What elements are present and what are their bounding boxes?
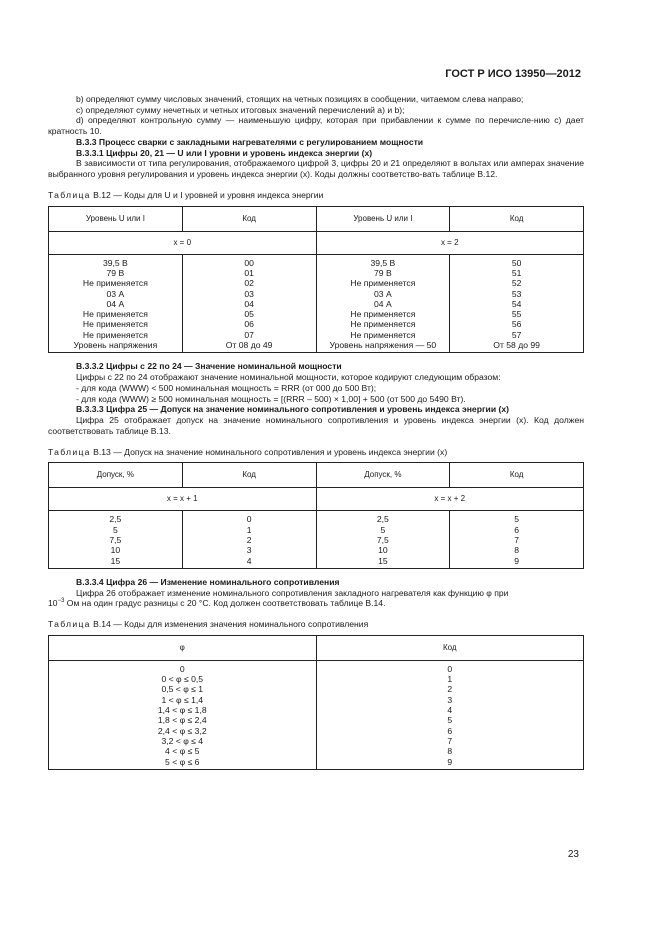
table-cell-value: 50 [511,257,522,268]
table-header-cell: Код [450,206,584,231]
table-cell-value: 3,2 < φ ≤ 4 [161,735,204,746]
table-cell-value: 7 [514,534,520,545]
table-cell-value: 3 [246,545,252,556]
table-cell-value: 56 [511,319,522,330]
x-level-left: x = x + 1 [49,488,317,511]
paragraph-b333: Цифра 25 отображает допуск на значение номинального сопротивления и уровень индекса энергии (x). Код должен соответствовать таблице В.13. [48,415,584,436]
table-cell-value: Не применяется [82,319,148,330]
caption-text: В.13 — Допуск на значение номинального сопротивления и уровень индекса энергии (x) [90,446,448,457]
table-cell-value: 6 [447,725,453,736]
table-header-cell: Код [182,463,316,488]
table-cell-value: Не применяется [350,319,416,330]
caption-text: В.14 — Коды для изменения значения номинального сопротивления [90,619,369,630]
paragraph-b334-b [48,598,584,609]
table-cell-value: 6 [514,524,520,535]
paragraph-b334-a: Цифра 26 отображает изменение номинального сопротивления закладного нагревателя как функцию φ при [76,587,509,598]
table-cell-value: 04 А [106,298,125,309]
table-cell-value: 0,5 < φ ≤ 1 [161,684,204,695]
table-cell-value: Уровень напряжения — 50 [329,340,437,351]
heading-b334: В.3.3.4 Цифра 26 — Изменение номинального сопротивления [76,576,340,587]
table-cell-value: 07 [244,329,254,340]
table-cell-value: 39,5 В [102,257,128,268]
table-column [450,254,584,353]
table-cell-value: 0 [246,514,252,525]
x-level-right: x = 2 [316,231,584,254]
table-b12 [48,206,584,354]
table-column [182,254,316,353]
table-cell-value: 7,5 [376,534,389,545]
table-column [49,511,183,569]
table-cell-value: 2 [447,684,453,695]
table-cell-value: 0 [179,663,185,674]
heading-b331: В.3.3.1 Цифры 20, 21 — U или I уровни и уровень индекса энергии (x) [76,147,373,158]
x-level-left: x = 0 [49,231,317,254]
table-cell-value: 2,4 < φ ≤ 3,2 [157,725,207,736]
heading-b332: В.3.3.2 Цифры с 22 по 24 — Значение номинальной мощности [76,361,342,372]
table-b13 [48,462,584,569]
table-header-cell: Допуск, % [316,463,450,488]
page-number: 23 [567,849,579,860]
paragraph-d: d) определяют контрольную сумму — наименьшую цифру, которая при прибавлении к сумме по перечисле-нию c) дает кратность 10. [48,115,584,137]
table14-caption [48,619,584,630]
table-column [316,511,450,569]
table-cell-value: 9 [514,555,520,566]
table-cell-value: 5 [112,524,118,535]
table-cell-value: 79 В [106,267,125,278]
caption-text: В.12 — Коды для U и I уровней и уровня индекса энергии [90,189,324,200]
power-exponent: −3 [57,598,65,605]
power-base: 10 [48,598,58,609]
table-header-cell: Допуск, % [49,463,183,488]
heading-b333: В.3.3.3 Цифра 25 — Допуск на значение номинального сопротивления и уровень индекса энергии (x) [76,404,509,415]
caption-prefix: Таблица [48,189,91,200]
table-cell-value: 04 [244,298,254,309]
table-column [316,254,450,353]
table-cell-value: 1 < φ ≤ 1,4 [161,694,204,705]
paragraph-c: c) определяют сумму нечетных и четных итоговых значений перечислений a) и b); [76,104,405,115]
table-cell-value: 01 [244,267,254,278]
table-cell-value: 05 [244,309,254,320]
table-cell-value: 5 [514,514,520,525]
table-cell-value: 39,5 В [370,257,396,268]
table-cell-value: 03 [244,288,254,299]
table-cell-value: 5 < φ ≤ 6 [165,756,200,767]
table-cell-value: 54 [511,298,522,309]
table-cell-value: 1,4 < φ ≤ 1,8 [157,705,207,716]
table-cell-value: 04 А [374,298,392,309]
table-column [316,660,584,769]
page-content [48,94,584,770]
table-cell-value: 1 [246,524,252,535]
table-cell-value: 57 [511,329,522,340]
table-cell-value: Не применяется [350,278,416,289]
paragraph-b332-1: Цифры с 22 по 24 отображают значение номинальной мощности, которое кодируют следующим образом: [76,372,501,383]
caption-prefix: Таблица [48,619,91,630]
table12-caption [48,190,584,201]
table-cell-value: 5 [447,715,453,726]
table-cell-value: 51 [511,267,522,278]
table-cell-value: 2 [246,534,252,545]
x-level-right: x = x + 2 [316,488,584,511]
table-b14 [48,635,584,770]
paragraph-b331: В зависимости от типа регулирования, отображаемого цифрой 3, цифры 20 и 21 определяют в вольтах или амперах значение выбранного уровня регулирования и уровень индекса энергии (x). Коды должны соответство-вать таблице В.12. [48,158,584,180]
paragraph-tail: Ом на один градус разницы с 20 °С. Код должен соответствовать таблице В.14. [64,598,386,609]
table-cell-value: 0 [447,663,453,674]
table-column [182,511,316,569]
table-cell-value: 4 [246,555,252,566]
table-cell-value: 00 [244,257,254,268]
paragraph-b332-2: - для кода (WWW) < 500 номинальная мощность = RRR (от 000 до 500 Вт); [76,382,377,393]
table-cell-value: 15 [110,555,121,566]
table-header-cell: Уровень U или I [49,206,183,231]
table-header-cell: Код [450,463,584,488]
table-cell-value: 1,8 < φ ≤ 2,4 [157,715,207,726]
table-cell-value: 2,5 [109,514,122,525]
table13-caption [48,447,584,458]
table-cell-value: 55 [511,309,522,320]
table-cell-value: 1 [447,674,453,685]
table-cell-value: Не применяется [82,329,148,340]
table-cell-value: 10 [110,545,121,556]
table-column [49,660,317,769]
paragraph-b: b) определяют сумму числовых значений, стоящих на четных позициях в сообщении, читаемом слева направо; [76,94,524,104]
table-cell-value: Не применяется [350,329,416,340]
table-header-cell: Уровень U или I [316,206,450,231]
table-cell-value: 79 В [374,267,392,278]
caption-prefix: Таблица [48,446,91,457]
page-header-title: ГОСТ Р ИСО 13950—2012 [445,68,581,80]
table-column [49,254,183,353]
table-cell-value: 4 [447,705,453,716]
table-cell-value: Не применяется [82,278,148,289]
table-cell-value: 03 А [106,288,125,299]
table-cell-value: 03 А [374,288,392,299]
table-cell-value: 2,5 [376,514,389,525]
table-cell-value: 7 [447,735,453,746]
table-header-cell: φ [49,635,317,660]
paragraph-b332-3: - для кода (WWW) ≥ 500 номинальная мощность = [(RRR – 500) × 1,00] + 500 (от 500 до 5490 Вт). [76,393,466,404]
table-header-cell: Код [182,206,316,231]
heading-b33: В.3.3 Процесс сварки с закладными нагревателями с регулированием мощности [76,136,424,147]
table-cell-value: 7,5 [109,534,122,545]
table-cell-value: 52 [511,278,522,289]
table-cell-value: 53 [511,288,522,299]
table-cell-value: 3 [447,694,453,705]
table-cell-value: Уровень напряжения [73,340,158,351]
table-cell-value: 4 < φ ≤ 5 [165,746,200,757]
table-cell-value: 8 [447,746,453,757]
table-column [450,511,584,569]
table-cell-value: 0 < φ ≤ 0,5 [161,674,204,685]
table-cell-value: 15 [378,555,388,566]
table-cell-value: 06 [244,319,254,330]
table-cell-value: 9 [447,756,453,767]
table-cell-value: 02 [244,278,254,289]
table-header-cell: Код [316,635,584,660]
table-cell-value: Не применяется [82,309,148,320]
table-cell-value: 10 [378,545,388,556]
table-cell-value: От 58 до 99 [493,340,540,351]
table-cell-value: Не применяется [350,309,416,320]
table-cell-value: 8 [514,545,520,556]
table-cell-value: От 08 до 49 [225,340,273,351]
table-cell-value: 5 [380,524,386,535]
